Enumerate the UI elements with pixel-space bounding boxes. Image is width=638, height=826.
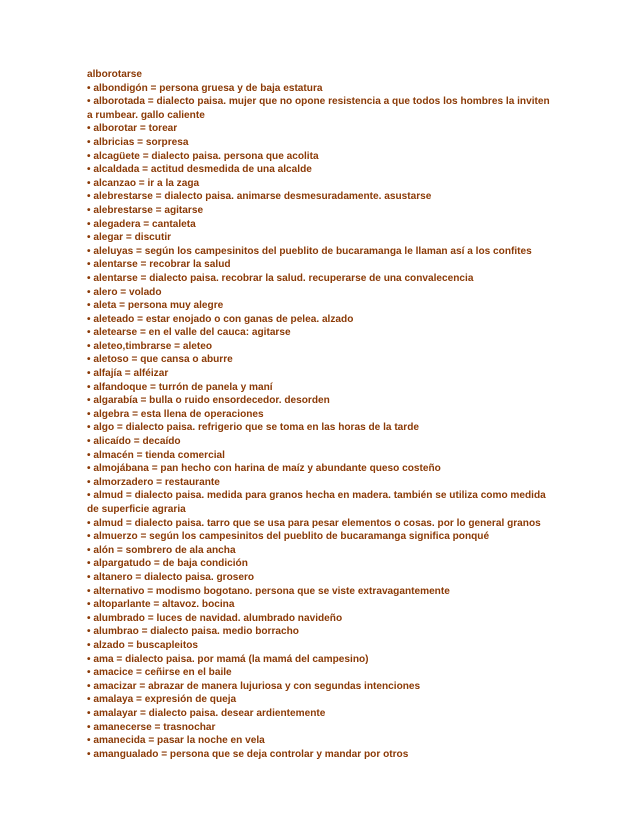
glossary-entry xyxy=(87,95,557,122)
glossary-entry-text: amacizar = abrazar de manera lujuriosa y con segundas intenciones xyxy=(93,680,421,692)
bullet-icon: • xyxy=(87,272,91,284)
bullet-icon: • xyxy=(87,531,91,543)
glossary-entry xyxy=(87,353,557,367)
glossary-entry xyxy=(87,190,557,204)
glossary-entry xyxy=(87,326,557,340)
glossary-entry-text: aletoso = que cansa o aburre xyxy=(93,354,233,366)
glossary-entry xyxy=(87,449,557,463)
glossary-entry-text: amalayar = dialecto paisa. desear ardientemente xyxy=(93,707,326,719)
bullet-icon: • xyxy=(87,449,91,461)
glossary-entry xyxy=(87,517,557,531)
glossary-entry-text: alebrestarse = agitarse xyxy=(93,204,204,216)
glossary-entry xyxy=(87,544,557,558)
glossary-entry xyxy=(87,612,557,626)
bullet-icon: • xyxy=(87,150,91,162)
bullet-icon: • xyxy=(87,639,91,651)
glossary-entry-text: alcanzao = ir a la zaga xyxy=(93,177,200,189)
bullet-icon: • xyxy=(87,368,91,380)
glossary-entry xyxy=(87,557,557,571)
glossary-entry xyxy=(87,340,557,354)
glossary-entry-text: amangualado = persona que se deja controlar y mandar por otros xyxy=(93,748,409,760)
glossary-entry-text: almud = dialecto paisa. tarro que se usa para pesar elementos o cosas. por lo general granos xyxy=(93,517,541,529)
glossary-entry xyxy=(87,571,557,585)
glossary-entry xyxy=(87,421,557,435)
glossary-entry xyxy=(87,476,557,490)
glossary-entry-text: alebrestarse = dialecto paisa. animarse desmesuradamente. asustarse xyxy=(93,191,432,203)
bullet-icon: • xyxy=(87,204,91,216)
glossary-entry xyxy=(87,489,557,516)
bullet-icon: • xyxy=(87,544,91,556)
glossary-entry-text: altanero = dialecto paisa. grosero xyxy=(93,571,255,583)
glossary-entry-text: algarabía = bulla o ruido ensordecedor. desorden xyxy=(93,395,330,407)
glossary-entry xyxy=(87,639,557,653)
bullet-icon: • xyxy=(87,735,91,747)
glossary-entry xyxy=(87,177,557,191)
glossary-entry-text: alfajía = alféizar xyxy=(93,368,169,380)
glossary-entry-text: aleluyas = según los campesinitos del pueblito de bucaramanga le llaman así a los confites xyxy=(93,245,532,257)
glossary-entry-text: alzado = buscapleitos xyxy=(93,639,198,651)
bullet-icon: • xyxy=(87,558,91,570)
glossary-entry-text: aletearse = en el valle del cauca: agitarse xyxy=(93,327,291,339)
glossary-entry-text: alcaldada = actitud desmedida de una alcalde xyxy=(93,164,312,176)
bullet-icon: • xyxy=(87,408,91,420)
bullet-icon: • xyxy=(87,327,91,339)
bullet-icon: • xyxy=(87,300,91,312)
bullet-icon: • xyxy=(87,259,91,271)
glossary-entry xyxy=(87,693,557,707)
glossary-entry-text: algebra = esta llena de operaciones xyxy=(93,408,264,420)
bullet-icon: • xyxy=(87,232,91,244)
glossary-entry xyxy=(87,299,557,313)
bullet-icon: • xyxy=(87,191,91,203)
glossary-entry xyxy=(87,394,557,408)
bullet-icon: • xyxy=(87,245,91,257)
bullet-icon: • xyxy=(87,585,91,597)
bullet-icon: • xyxy=(87,164,91,176)
glossary-entry-list xyxy=(87,82,557,762)
glossary-entry xyxy=(87,245,557,259)
glossary-entry xyxy=(87,122,557,136)
glossary-entry-text: alborotada = dialecto paisa. mujer que no opone resistencia a que todos los hombres la inviten a rumbear. gallo caliente xyxy=(87,96,550,121)
glossary-entry-text: aleteo,timbrarse = aleteo xyxy=(93,340,213,352)
bullet-icon: • xyxy=(87,463,91,475)
glossary-entry xyxy=(87,666,557,680)
glossary-entry-text: aleteado = estar enojado o con ganas de pelea. alzado xyxy=(93,313,354,325)
glossary-entry-text: alero = volado xyxy=(93,286,162,298)
glossary-entry-text: alentarse = dialecto paisa. recobrar la salud. recuperarse de una convalecencia xyxy=(93,272,474,284)
glossary-entry xyxy=(87,680,557,694)
bullet-icon: • xyxy=(87,612,91,624)
glossary-entry-text: alborotar = torear xyxy=(93,123,178,135)
bullet-icon: • xyxy=(87,707,91,719)
glossary-entry-text: algo = dialecto paisa. refrigerio que se toma en las horas de la tarde xyxy=(93,422,419,434)
glossary-entry xyxy=(87,721,557,735)
glossary-entry-text: almorzadero = restaurante xyxy=(93,476,220,488)
bullet-icon: • xyxy=(87,626,91,638)
bullet-icon: • xyxy=(87,653,91,665)
glossary-entry-text: almacén = tienda comercial xyxy=(93,449,225,461)
glossary-entry-text: almud = dialecto paisa. medida para granos hecha en madera. también se utiliza como medida de superficie agraria xyxy=(87,490,546,515)
glossary-entry-text: alumbrao = dialecto paisa. medio borracho xyxy=(93,626,299,638)
glossary-entry-text: alicaído = decaído xyxy=(93,436,181,448)
bullet-icon: • xyxy=(87,571,91,583)
glossary-entry xyxy=(87,231,557,245)
glossary-entry-text: amanecerse = trasnochar xyxy=(93,721,216,733)
glossary-entry-text: alcagüete = dialecto paisa. persona que acolita xyxy=(93,150,319,162)
glossary-entry-text: alfandoque = turrón de panela y maní xyxy=(93,381,273,393)
glossary-entry-text: amalaya = expresión de queja xyxy=(93,694,237,706)
bullet-icon: • xyxy=(87,395,91,407)
bullet-icon: • xyxy=(87,286,91,298)
glossary-entry xyxy=(87,204,557,218)
glossary-entry-text: altoparlante = altavoz. bocina xyxy=(93,599,235,611)
bullet-icon: • xyxy=(87,123,91,135)
glossary-entry-text: alumbrado = luces de navidad. alumbrado navideño xyxy=(93,612,343,624)
bullet-icon: • xyxy=(87,422,91,434)
bullet-icon: • xyxy=(87,82,91,94)
bullet-icon: • xyxy=(87,354,91,366)
bullet-icon: • xyxy=(87,436,91,448)
bullet-icon: • xyxy=(87,218,91,230)
glossary-entry xyxy=(87,381,557,395)
document-page xyxy=(87,68,557,761)
glossary-entry-text: alternativo = modismo bogotano. persona que se viste extravagantemente xyxy=(93,585,450,597)
bullet-icon: • xyxy=(87,490,91,502)
glossary-entry xyxy=(87,435,557,449)
bullet-icon: • xyxy=(87,177,91,189)
glossary-entry xyxy=(87,462,557,476)
glossary-entry-text: aleta = persona muy alegre xyxy=(93,300,224,312)
glossary-entry xyxy=(87,136,557,150)
bullet-icon: • xyxy=(87,680,91,692)
glossary-entry-text: amacice = ceñirse en el baile xyxy=(93,667,232,679)
glossary-entry xyxy=(87,734,557,748)
glossary-entry xyxy=(87,707,557,721)
bullet-icon: • xyxy=(87,476,91,488)
bullet-icon: • xyxy=(87,599,91,611)
glossary-entry-text: alentarse = recobrar la salud xyxy=(93,259,231,271)
bullet-icon: • xyxy=(87,381,91,393)
glossary-entry xyxy=(87,218,557,232)
glossary-entry xyxy=(87,748,557,762)
glossary-entry xyxy=(87,625,557,639)
bullet-icon: • xyxy=(87,721,91,733)
glossary-entry xyxy=(87,585,557,599)
bullet-icon: • xyxy=(87,136,91,148)
glossary-entry xyxy=(87,598,557,612)
glossary-entry xyxy=(87,272,557,286)
glossary-entry-text: alegar = discutir xyxy=(93,232,172,244)
bullet-icon: • xyxy=(87,694,91,706)
bullet-icon: • xyxy=(87,517,91,529)
bullet-icon: • xyxy=(87,667,91,679)
glossary-entry-text: albondigón = persona gruesa y de baja estatura xyxy=(93,82,323,94)
glossary-entry-text: almuerzo = según los campesinitos del pueblito de bucaramanga significa ponqué xyxy=(93,531,490,543)
glossary-entry-text: amanecida = pasar la noche en vela xyxy=(93,735,265,747)
glossary-entry-text: almojábana = pan hecho con harina de maíz y abundante queso costeño xyxy=(93,463,441,475)
page-heading: alborotarse xyxy=(87,69,142,80)
bullet-icon: • xyxy=(87,340,91,352)
glossary-entry xyxy=(87,653,557,667)
glossary-entry xyxy=(87,163,557,177)
glossary-entry xyxy=(87,530,557,544)
glossary-entry xyxy=(87,408,557,422)
glossary-entry xyxy=(87,367,557,381)
glossary-entry xyxy=(87,313,557,327)
glossary-entry xyxy=(87,150,557,164)
glossary-entry-text: albricias = sorpresa xyxy=(93,136,189,148)
glossary-entry-text: alegadera = cantaleta xyxy=(93,218,196,230)
glossary-entry-text: ama = dialecto paisa. por mamá (la mamá del campesino) xyxy=(93,653,369,665)
bullet-icon: • xyxy=(87,96,91,108)
glossary-entry-text: alón = sombrero de ala ancha xyxy=(93,544,236,556)
glossary-entry-text: alpargatudo = de baja condición xyxy=(93,558,248,570)
bullet-icon: • xyxy=(87,313,91,325)
glossary-entry xyxy=(87,82,557,96)
glossary-entry xyxy=(87,286,557,300)
bullet-icon: • xyxy=(87,748,91,760)
glossary-entry xyxy=(87,258,557,272)
